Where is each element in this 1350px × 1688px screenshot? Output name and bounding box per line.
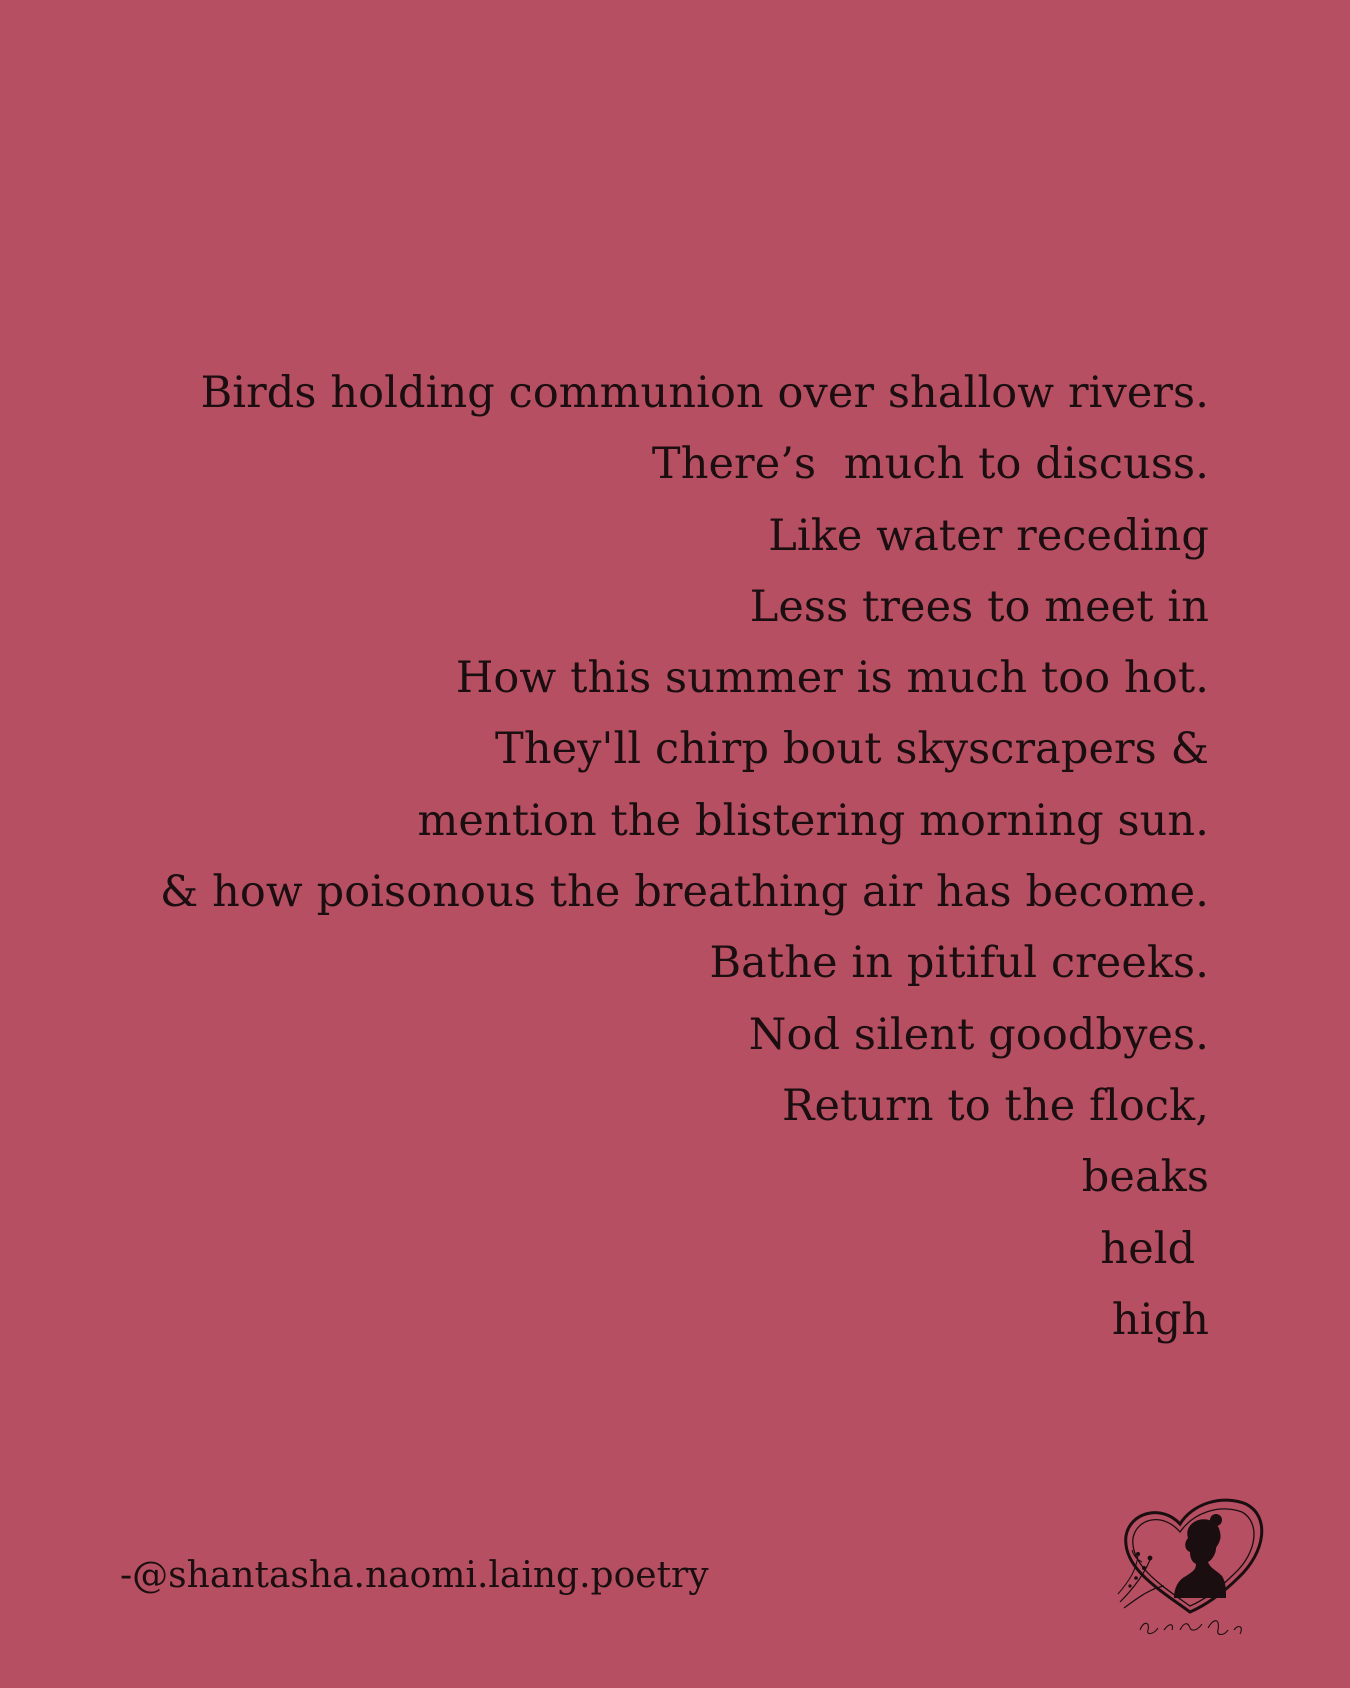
- author-handle: -@shantasha.naomi.laing.poetry: [120, 1555, 709, 1596]
- poem-line: & how poisonous the breathing air has become.: [159, 867, 1209, 918]
- poem-line: Nod silent goodbyes.: [748, 1009, 1209, 1060]
- poem-line: They'll chirp bout skyscrapers &: [495, 724, 1209, 775]
- poem-line: How this summer is much too hot.: [455, 653, 1209, 704]
- poem-line: Bathe in pitiful creeks.: [709, 938, 1209, 989]
- poem-line: There’s much to discuss.: [651, 439, 1209, 490]
- poem-line: Return to the flock,: [781, 1080, 1209, 1131]
- poem-line: Like water receding: [768, 510, 1209, 561]
- poem-line: beaks: [1081, 1152, 1209, 1203]
- poem-line: mention the blistering morning sun.: [417, 795, 1209, 846]
- poem-line: Less trees to meet in: [749, 581, 1209, 632]
- poem-line: held: [1100, 1223, 1209, 1274]
- heart-silhouette-logo-icon: [1100, 1490, 1280, 1640]
- poem-line: Birds holding communion over shallow rivers.: [200, 368, 1209, 418]
- poem-line: high: [1111, 1294, 1209, 1345]
- poem-text: [0, 358, 1209, 1356]
